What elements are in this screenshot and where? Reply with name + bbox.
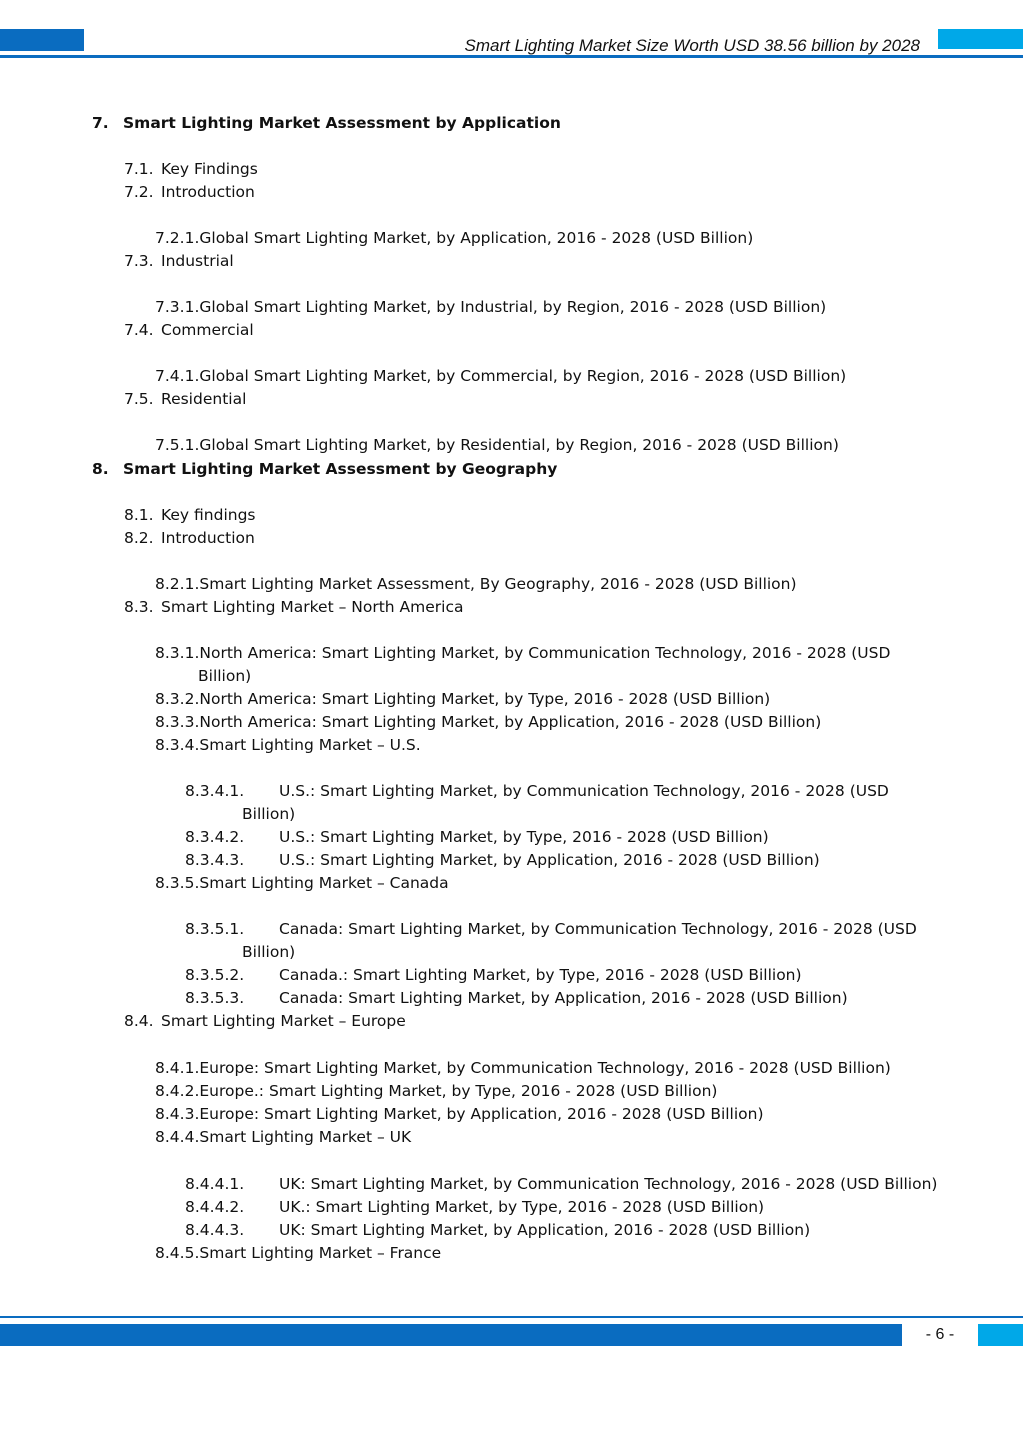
toc-number: 8.2. (124, 529, 154, 547)
toc-number: 8.3.4.3. (185, 851, 245, 869)
toc-title: UK: Smart Lighting Market, by Communication Technology, 2016 - 2028 (USD Billion) (279, 1175, 938, 1193)
toc-title: Europe: Smart Lighting Market, by Communication Technology, 2016 - 2028 (USD Billion) (199, 1059, 891, 1077)
toc-entry-level-3 (155, 1126, 411, 1149)
toc-title-continuation: Billion) (198, 667, 252, 685)
toc-entry-level-3 (155, 872, 449, 895)
toc-number: 8.3.4.1. (185, 782, 245, 800)
toc-number: 7.5. (124, 390, 154, 408)
toc-number: 7.3.1. (155, 298, 200, 316)
toc-number: 7.4. (124, 321, 154, 339)
running-header-title: Smart Lighting Market Size Worth USD 38.56 billion by 2028 (464, 36, 920, 55)
toc-entry-level-1 (92, 112, 561, 135)
toc-number: 8.3.4.2. (185, 828, 245, 846)
toc-entry-level-3 (155, 434, 839, 457)
toc-title: Global Smart Lighting Market, by Residential, by Region, 2016 - 2028 (USD Billion) (199, 436, 839, 454)
toc-number: 8.4.5. (155, 1244, 200, 1262)
toc-title: UK.: Smart Lighting Market, by Type, 2016 - 2028 (USD Billion) (279, 1198, 765, 1216)
header-accent-bar-left (0, 29, 84, 51)
toc-number: 8.3.5. (155, 874, 200, 892)
toc-title: Key findings (161, 506, 256, 524)
toc-title: Global Smart Lighting Market, by Commercial, by Region, 2016 - 2028 (USD Billion) (199, 367, 847, 385)
toc-title: Key Findings (161, 160, 258, 178)
toc-number: 8.4.4.1. (185, 1175, 245, 1193)
toc-title: Smart Lighting Market – U.S. (199, 736, 421, 754)
toc-title: Residential (161, 390, 247, 408)
toc-title: Commercial (161, 321, 254, 339)
toc-entry-level-1 (92, 458, 557, 481)
toc-number: 8.2.1. (155, 575, 200, 593)
toc-number: 8.3.5.3. (185, 989, 245, 1007)
toc-entry-level-4 (185, 987, 848, 1010)
toc-entry-level-4 (185, 849, 820, 872)
toc-number: 7.5.1. (155, 436, 200, 454)
toc-title: Canada: Smart Lighting Market, by Application, 2016 - 2028 (USD Billion) (279, 989, 848, 1007)
toc-number: 8.3.1. (155, 644, 200, 662)
toc-title: UK: Smart Lighting Market, by Application, 2016 - 2028 (USD Billion) (279, 1221, 811, 1239)
header-accent-bar-right (938, 29, 1023, 49)
toc-title: Smart Lighting Market Assessment by Application (123, 114, 561, 132)
toc-entry-level-3 (155, 296, 826, 319)
toc-number: 7.3. (124, 252, 154, 270)
page-number: - 6 - (925, 1326, 955, 1343)
toc-entry-level-3 (155, 227, 753, 250)
toc-number: 8.4.4.3. (185, 1221, 245, 1239)
toc-entry-level-3 (155, 1080, 717, 1103)
toc-entry-level-4 (185, 1219, 810, 1242)
toc-entry-level-3 (155, 688, 770, 711)
toc-entry-level-4 (185, 1173, 937, 1196)
toc-entry-level-4 (185, 964, 802, 987)
toc-entry-level-3 (155, 711, 821, 734)
toc-number: 8.4.4. (155, 1128, 200, 1146)
toc-entry-level-3 (155, 734, 421, 757)
toc-title-continuation: Billion) (242, 805, 296, 823)
toc-entry-level-3 (155, 1057, 891, 1080)
toc-title: Introduction (161, 183, 255, 201)
toc-entry-level-4 (185, 918, 917, 941)
toc-number: 7.2.1. (155, 229, 200, 247)
toc-title: North America: Smart Lighting Market, by Type, 2016 - 2028 (USD Billion) (199, 690, 771, 708)
toc-entry-level-2 (124, 158, 258, 181)
toc-number: 8.4. (124, 1012, 154, 1030)
toc-number: 8.3. (124, 598, 154, 616)
toc-title: North America: Smart Lighting Market, by Communication Technology, 2016 - 2028 (USD (199, 644, 891, 662)
toc-number: 8.1. (124, 506, 154, 524)
toc-entry-level-2 (124, 181, 255, 204)
toc-number: 7.1. (124, 160, 154, 178)
toc-entry-level-2 (124, 596, 464, 619)
toc-title: U.S.: Smart Lighting Market, by Application, 2016 - 2028 (USD Billion) (279, 851, 820, 869)
toc-number: 8.4.3. (155, 1105, 200, 1123)
toc-title: Smart Lighting Market – Canada (199, 874, 449, 892)
footer-accent-bar-right (978, 1324, 1023, 1346)
toc-title: Global Smart Lighting Market, by Industrial, by Region, 2016 - 2028 (USD Billion) (199, 298, 827, 316)
toc-title: Canada.: Smart Lighting Market, by Type, 2016 - 2028 (USD Billion) (279, 966, 802, 984)
toc-title: Canada: Smart Lighting Market, by Communication Technology, 2016 - 2028 (USD (279, 920, 917, 938)
toc-entry-level-2 (124, 319, 254, 342)
toc-title: Smart Lighting Market – France (199, 1244, 442, 1262)
toc-title: Global Smart Lighting Market, by Application, 2016 - 2028 (USD Billion) (199, 229, 754, 247)
toc-entry-level-2 (124, 527, 255, 550)
toc-number: 8.3.5.2. (185, 966, 245, 984)
toc-entry-level-4 (185, 780, 889, 803)
toc-title: Europe: Smart Lighting Market, by Application, 2016 - 2028 (USD Billion) (199, 1105, 764, 1123)
toc-title: Smart Lighting Market Assessment by Geography (123, 460, 558, 478)
footer-rule (0, 1316, 1023, 1318)
toc-title: Smart Lighting Market – North America (161, 598, 464, 616)
toc-title: U.S.: Smart Lighting Market, by Type, 2016 - 2028 (USD Billion) (279, 828, 769, 846)
toc-title: Smart Lighting Market – UK (199, 1128, 412, 1146)
toc-entry-level-3 (155, 573, 797, 596)
toc-entry-level-2 (124, 504, 256, 527)
toc-title: Europe.: Smart Lighting Market, by Type, 2016 - 2028 (USD Billion) (199, 1082, 718, 1100)
toc-number: 7. (92, 114, 109, 132)
toc-number: 8.3.4. (155, 736, 200, 754)
toc-number: 7.2. (124, 183, 154, 201)
footer-accent-bar-left (0, 1324, 902, 1346)
toc-title: Introduction (161, 529, 255, 547)
toc-number: 8.4.2. (155, 1082, 200, 1100)
toc-number: 8.4.4.2. (185, 1198, 245, 1216)
toc-title: Smart Lighting Market Assessment, By Geography, 2016 - 2028 (USD Billion) (199, 575, 797, 593)
toc-number: 8.4.1. (155, 1059, 200, 1077)
toc-title: Smart Lighting Market – Europe (161, 1012, 406, 1030)
toc-entry-level-2 (124, 388, 246, 411)
toc-entry-level-2 (124, 250, 234, 273)
toc-title: U.S.: Smart Lighting Market, by Communication Technology, 2016 - 2028 (USD (279, 782, 889, 800)
toc-entry-level-3 (155, 642, 890, 665)
header-rule (0, 55, 1023, 58)
toc-title: Industrial (161, 252, 234, 270)
toc-number: 8. (92, 460, 109, 478)
toc-entry-level-4 (185, 826, 769, 849)
toc-entry-level-4 (185, 1196, 764, 1219)
toc-entry-level-3 (155, 1103, 764, 1126)
toc-number: 8.3.2. (155, 690, 200, 708)
toc-entry-level-3 (155, 365, 846, 388)
toc-number: 8.3.3. (155, 713, 200, 731)
toc-number: 7.4.1. (155, 367, 200, 385)
toc-number: 8.3.5.1. (185, 920, 245, 938)
toc-entry-level-2 (124, 1010, 406, 1033)
toc-entry-level-3 (155, 1242, 441, 1265)
toc-title-continuation: Billion) (242, 943, 296, 961)
toc-title: North America: Smart Lighting Market, by Application, 2016 - 2028 (USD Billion) (199, 713, 822, 731)
